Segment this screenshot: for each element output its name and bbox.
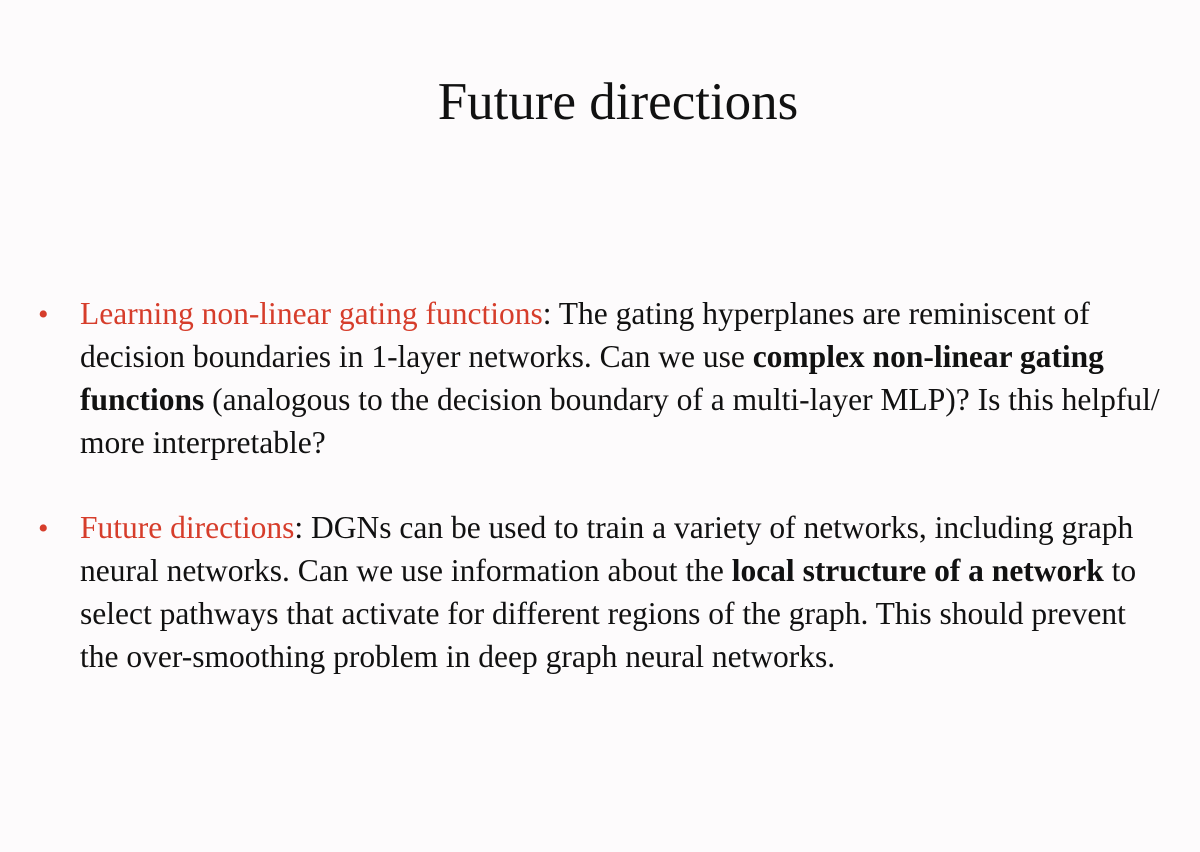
bullet-heading: Learning non-linear gating functions [80,296,543,331]
bullet-text: to select pathways that activate for different regions of the graph. This should prevent the over-smoothing problem in deep graph neural networks. [80,553,1137,674]
bullet-heading: Future directions [80,510,295,545]
bullet-separator: : [294,510,311,545]
bullet-emphasis: complex non-linear gating functions [80,339,1104,417]
bullet-point-icon: • [38,298,49,331]
bullet-text: (analogous to the decision boundary of a multi-layer MLP)? Is this helpful/ more interpretable? [80,382,1160,460]
bullet-separator: : [542,296,559,331]
bullet-text: The gating hyperplanes are reminiscent of decision boundaries in 1-layer networks. Can we use [80,296,1090,374]
bullet-point-icon: • [38,512,49,545]
slide-title: Future directions [437,73,799,131]
bullet-list [0,292,1200,720]
bullet-item [0,292,1200,464]
bullet-emphasis: local structure of a network [731,553,1104,588]
bullet-text: DGNs can be used to train a variety of networks, including graph neural networks. Can we use information about the [80,510,1134,588]
bullet-item [0,506,1200,678]
